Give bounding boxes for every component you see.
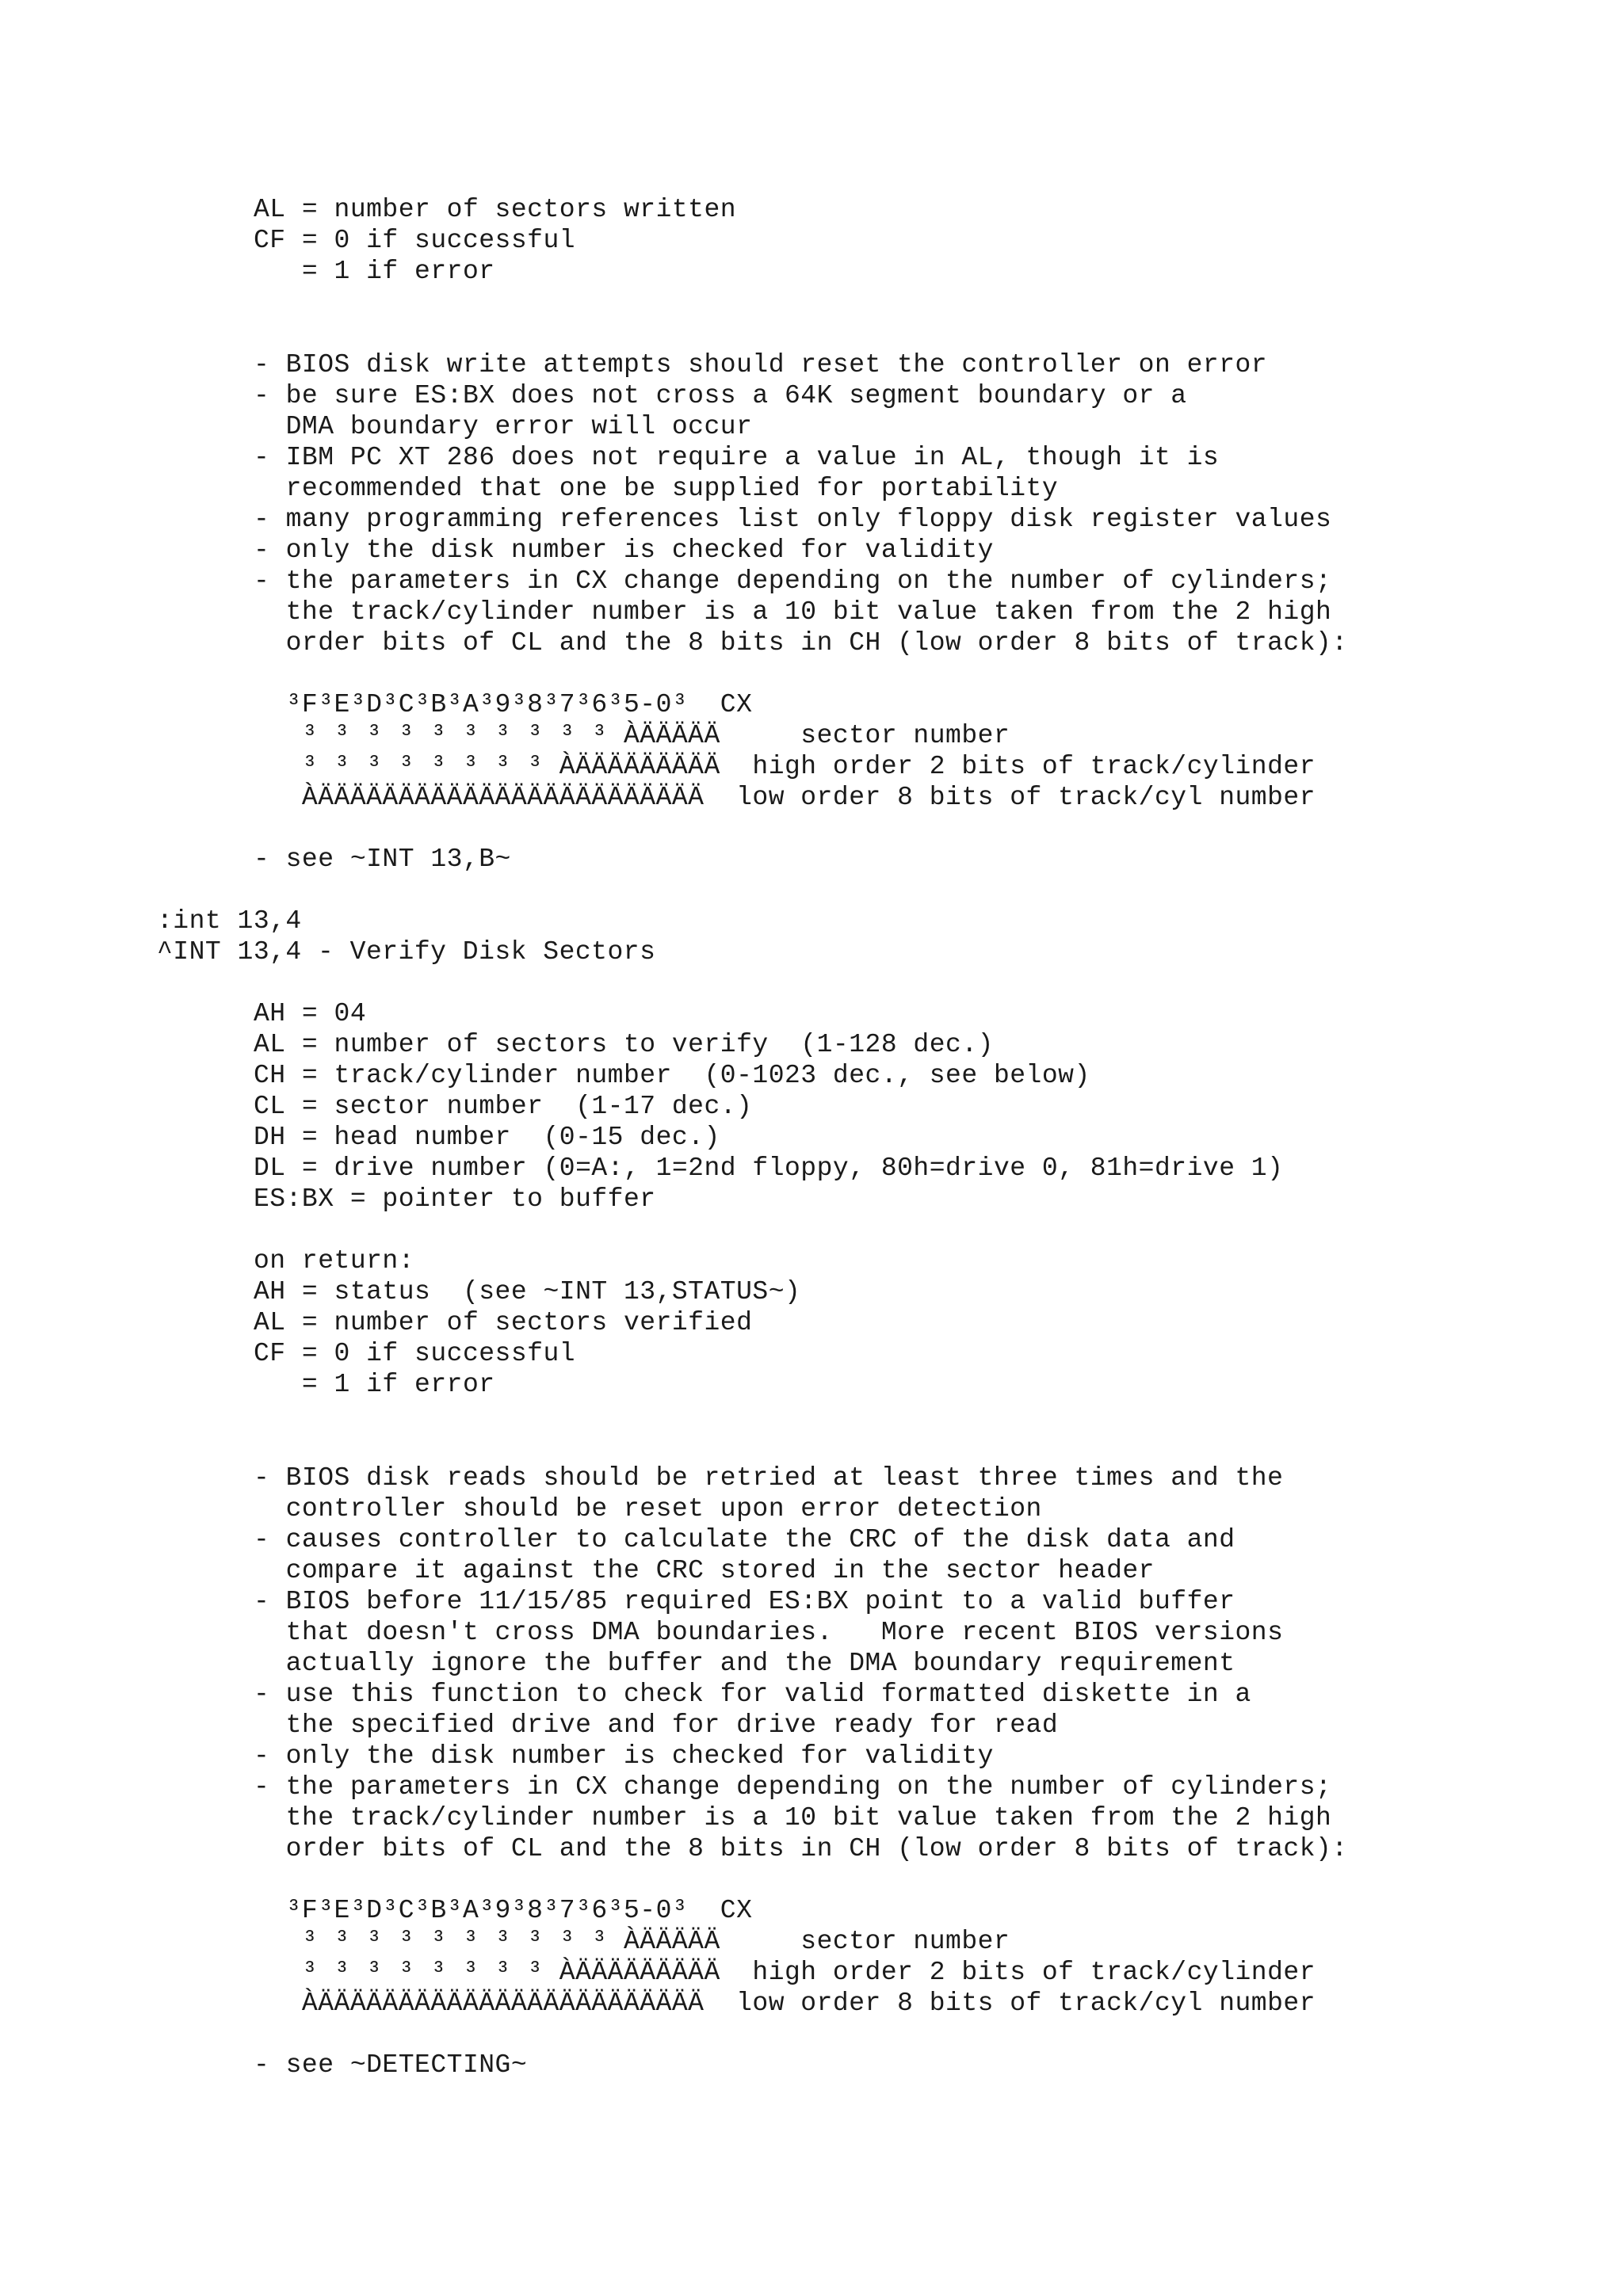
text-line: on return:	[254, 1246, 415, 1276]
text-line: - IBM PC XT 286 does not require a value in AL, though it is	[254, 443, 1220, 472]
text-line: AH = status (see ~INT 13,STATUS~)	[254, 1277, 801, 1306]
text-line: - only the disk number is checked for validity	[254, 1741, 994, 1771]
see-also-line: - see ~DETECTING~	[254, 2050, 528, 2080]
text-line: - BIOS before 11/15/85 required ES:BX point to a valid buffer	[254, 1587, 1235, 1616]
text-line: - the parameters in CX change depending on the number of cylinders;	[254, 566, 1332, 596]
topic-key: :int 13,4	[157, 906, 302, 936]
text-line: CF = 0 if successful	[254, 226, 576, 255]
text-line: actually ignore the buffer and the DMA boundary requirement	[254, 1649, 1235, 1678]
text-line: DH = head number (0-15 dec.)	[254, 1123, 720, 1152]
cx-register-diagram-header: ³F³E³D³C³B³A³9³8³7³6³5-0³ CX	[254, 1896, 753, 1925]
text-line: that doesn't cross DMA boundaries. More recent BIOS versions	[254, 1618, 1284, 1647]
text-line: order bits of CL and the 8 bits in CH (low order 8 bits of track):	[254, 1834, 1348, 1863]
text-line: the track/cylinder number is a 10 bit value taken from the 2 high	[254, 1803, 1332, 1833]
text-line: - be sure ES:BX does not cross a 64K segment boundary or a	[254, 381, 1187, 410]
cx-register-diagram-row: ÀÄÄÄÄÄÄÄÄÄÄÄÄÄÄÄÄÄÄÄÄÄÄÄÄ low order 8 bits of track/cyl number	[254, 1989, 1316, 2018]
cx-register-diagram-row: ³ ³ ³ ³ ³ ³ ³ ³ ÀÄÄÄÄÄÄÄÄÄ high order 2 bits of track/cylinder	[254, 752, 1316, 781]
text-line: controller should be reset upon error detection	[254, 1494, 1042, 1524]
text-line: = 1 if error	[254, 257, 495, 286]
text-line: AL = number of sectors written	[254, 195, 737, 224]
text-line: recommended that one be supplied for portability	[254, 474, 1059, 503]
text-line: AH = 04	[254, 999, 367, 1028]
text-line: AL = number of sectors verified	[254, 1308, 753, 1337]
text-line: CF = 0 if successful	[254, 1339, 576, 1368]
text-line: - causes controller to calculate the CRC of the disk data and	[254, 1525, 1235, 1554]
text-line: the specified drive and for drive ready for read	[254, 1711, 1059, 1740]
cx-register-diagram-row: ÀÄÄÄÄÄÄÄÄÄÄÄÄÄÄÄÄÄÄÄÄÄÄÄÄ low order 8 bits of track/cyl number	[254, 783, 1316, 812]
text-line: - only the disk number is checked for validity	[254, 536, 994, 565]
text-line: CL = sector number (1-17 dec.)	[254, 1092, 753, 1121]
text-line: DL = drive number (0=A:, 1=2nd floppy, 80h=drive 0, 81h=drive 1)	[254, 1154, 1284, 1183]
text-line: AL = number of sectors to verify (1-128 dec.)	[254, 1030, 994, 1059]
text-line: CH = track/cylinder number (0-1023 dec., see below)	[254, 1061, 1090, 1090]
text-line: order bits of CL and the 8 bits in CH (low order 8 bits of track):	[254, 628, 1348, 658]
text-line: DMA boundary error will occur	[254, 412, 753, 441]
text-line: - use this function to check for valid formatted diskette in a	[254, 1680, 1251, 1709]
cx-register-diagram-row: ³ ³ ³ ³ ³ ³ ³ ³ ³ ³ ÀÄÄÄÄÄ sector number	[254, 1927, 1010, 1956]
see-also-line: - see ~INT 13,B~	[254, 845, 511, 874]
text-line: - the parameters in CX change depending on the number of cylinders;	[254, 1772, 1332, 1802]
cx-register-diagram-header: ³F³E³D³C³B³A³9³8³7³6³5-0³ CX	[254, 690, 753, 719]
cx-register-diagram-row: ³ ³ ³ ³ ³ ³ ³ ³ ÀÄÄÄÄÄÄÄÄÄ high order 2 bits of track/cylinder	[254, 1958, 1316, 1987]
text-line: = 1 if error	[254, 1370, 495, 1399]
section-title: ^INT 13,4 - Verify Disk Sectors	[157, 937, 656, 967]
cx-register-diagram-row: ³ ³ ³ ³ ³ ³ ³ ³ ³ ³ ÀÄÄÄÄÄ sector number	[254, 721, 1010, 750]
text-line: ES:BX = pointer to buffer	[254, 1184, 656, 1214]
text-line: the track/cylinder number is a 10 bit value taken from the 2 high	[254, 597, 1332, 627]
text-line: - BIOS disk write attempts should reset the controller on error	[254, 350, 1268, 379]
text-line: - BIOS disk reads should be retried at least three times and the	[254, 1463, 1284, 1493]
text-line: compare it against the CRC stored in the sector header	[254, 1556, 1155, 1585]
text-line: - many programming references list only floppy disk register values	[254, 505, 1332, 534]
